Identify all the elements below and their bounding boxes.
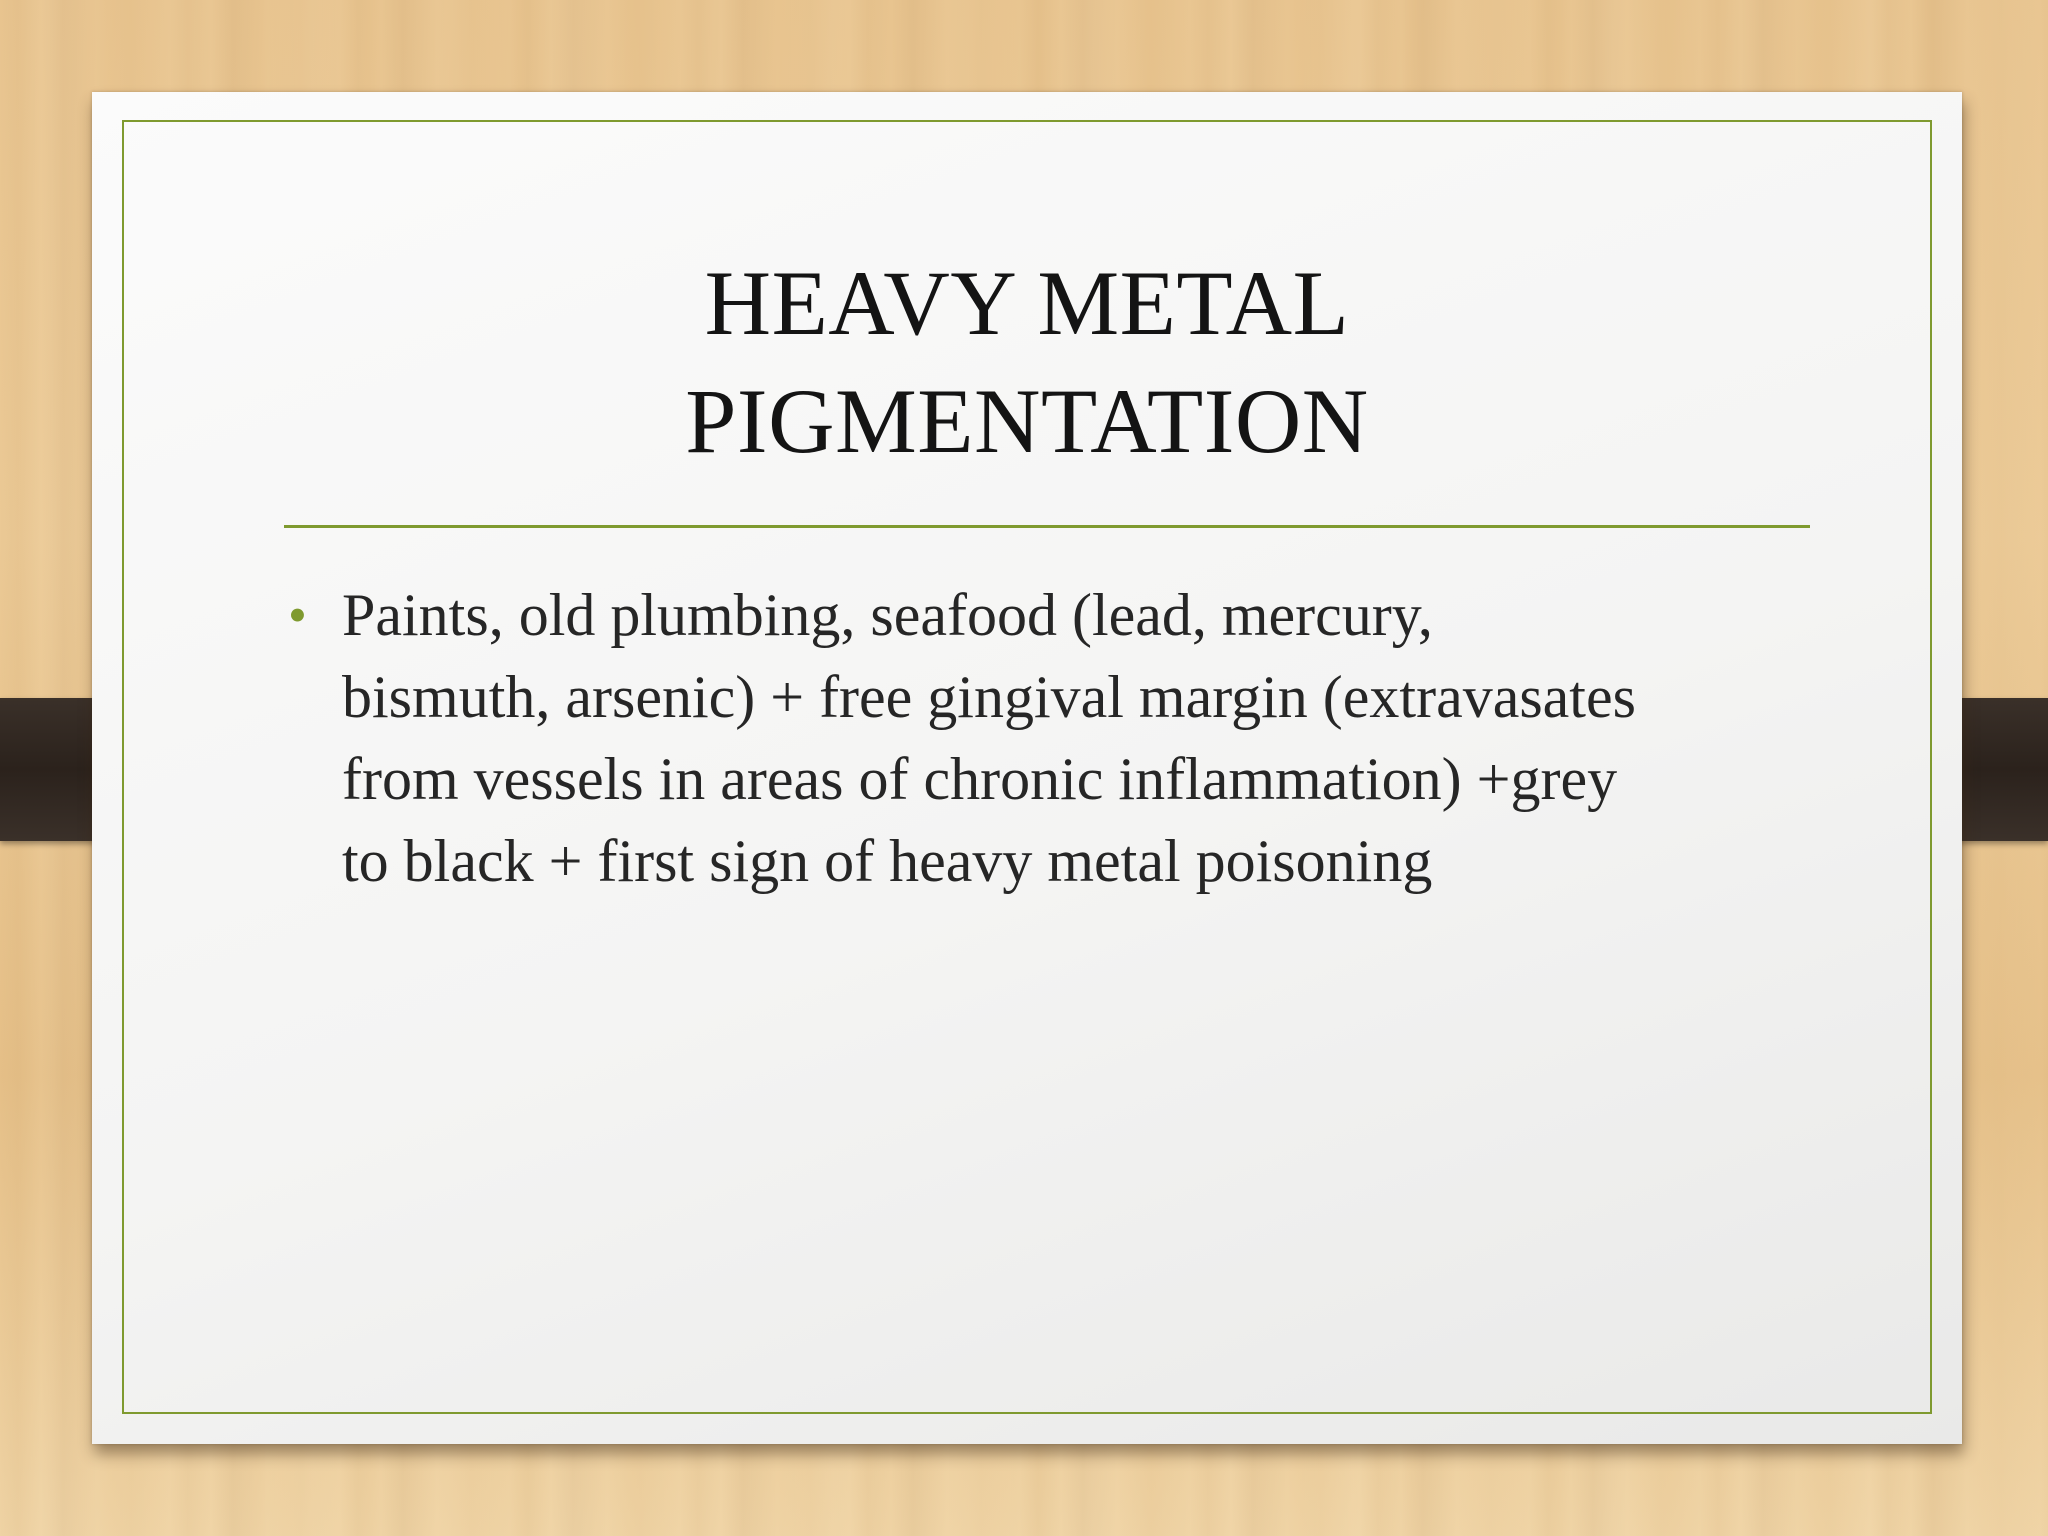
- bullet-marker-icon: •: [288, 585, 307, 645]
- bullet-text-line-2: bismuth, arsenic) + free gingival margin (extravasates: [342, 664, 1636, 730]
- bullet-list: [284, 574, 1822, 902]
- bullet-text-line-1: Paints, old plumbing, seafood (lead, mercury,: [342, 582, 1433, 648]
- slide-title-line-2: PIGMENTATION: [685, 370, 1369, 472]
- bullet-text-line-3: from vessels in areas of chronic inflammation) +grey: [342, 746, 1618, 812]
- slide: [92, 92, 1962, 1444]
- slide-title: [92, 244, 1962, 480]
- title-divider: [284, 525, 1810, 528]
- bullet-item: [284, 574, 1822, 902]
- slide-title-line-1: HEAVY METAL: [704, 252, 1350, 354]
- bullet-text-line-4: to black + first sign of heavy metal poisoning: [342, 828, 1433, 894]
